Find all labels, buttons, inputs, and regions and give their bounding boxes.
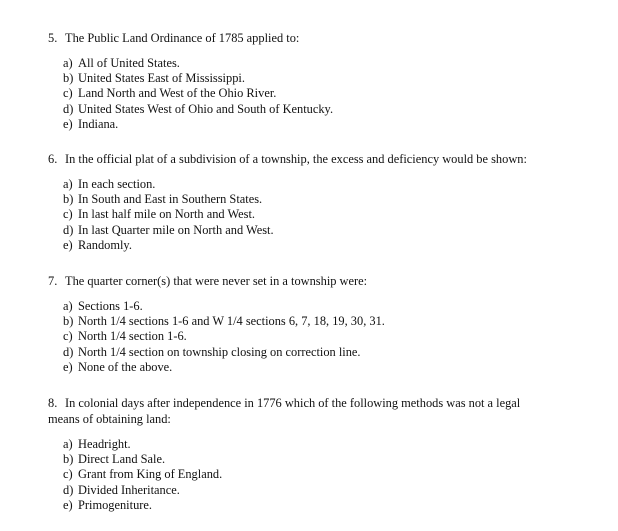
- option-text: Randomly.: [78, 237, 132, 252]
- option-e: [63, 117, 588, 132]
- question-number: 5.: [48, 31, 58, 45]
- option-d: [63, 483, 588, 498]
- option-e: [63, 498, 588, 513]
- option-letter: a): [63, 177, 73, 191]
- option-a: [63, 299, 588, 314]
- option-d: [63, 345, 588, 360]
- option-letter: d): [63, 344, 74, 359]
- option-text: United States West of Ohio and South of Kentucky.: [78, 101, 334, 116]
- answer-options: [48, 437, 588, 513]
- option-text: In last half mile on North and West.: [78, 207, 256, 222]
- option-text: North 1/4 section on township closing on correction line.: [78, 344, 361, 359]
- option-letter: b): [63, 71, 74, 86]
- option-b: [63, 314, 588, 329]
- option-c: [63, 329, 588, 344]
- option-text: Headright.: [78, 437, 131, 451]
- option-text: Divided Inheritance.: [78, 482, 180, 497]
- question-stem: [48, 151, 588, 167]
- option-c: [63, 207, 588, 222]
- question-number: 8.: [48, 396, 58, 410]
- option-b: [63, 452, 588, 467]
- option-letter: a): [63, 299, 73, 313]
- option-text: Direct Land Sale.: [78, 452, 166, 467]
- option-a: [63, 437, 588, 452]
- question-text: The quarter corner(s) that were never set in a township were:: [65, 274, 368, 288]
- option-text: Land North and West of the Ohio River.: [78, 86, 277, 101]
- option-a: [63, 177, 588, 192]
- question-stem: [48, 395, 588, 411]
- option-text: In last Quarter mile on North and West.: [78, 222, 274, 237]
- option-d: [63, 102, 588, 117]
- question-text: In colonial days after independence in 1776 which of the following methods was not a legal: [65, 396, 521, 410]
- question-stem: [48, 30, 588, 46]
- option-letter: e): [63, 116, 73, 131]
- option-letter: c): [63, 329, 73, 344]
- question-text: In the official plat of a subdivision of a township, the excess and deficiency would be shown:: [65, 152, 527, 166]
- option-letter: a): [63, 56, 73, 70]
- option-text: North 1/4 section 1-6.: [78, 329, 187, 344]
- option-text: North 1/4 sections 1-6 and W 1/4 sections 6, 7, 18, 19, 30, 31.: [78, 314, 385, 329]
- option-text: United States East of Mississippi.: [78, 71, 245, 86]
- option-letter: e): [63, 497, 73, 512]
- question-6: [48, 151, 588, 253]
- option-e: [63, 360, 588, 375]
- question-number: 6.: [48, 152, 58, 166]
- question-text: The Public Land Ordinance of 1785 applied to:: [65, 31, 300, 45]
- option-letter: b): [63, 192, 74, 207]
- option-text: Sections 1-6.: [78, 299, 143, 313]
- question-8: [48, 395, 588, 513]
- option-a: [63, 56, 588, 71]
- option-text: None of the above.: [78, 359, 173, 374]
- answer-options: [48, 299, 588, 375]
- option-letter: d): [63, 101, 74, 116]
- option-letter: d): [63, 222, 74, 237]
- option-text: Primogeniture.: [78, 497, 152, 512]
- question-stem: [48, 273, 588, 289]
- option-letter: b): [63, 452, 74, 467]
- option-text: All of United States.: [78, 56, 180, 70]
- option-letter: c): [63, 207, 73, 222]
- option-e: [63, 238, 588, 253]
- question-7: [48, 273, 588, 375]
- option-d: [63, 223, 588, 238]
- option-letter: d): [63, 482, 74, 497]
- option-letter: b): [63, 314, 74, 329]
- option-b: [63, 192, 588, 207]
- option-text: Indiana.: [78, 116, 119, 131]
- option-c: [63, 467, 588, 482]
- option-text: In each section.: [78, 177, 156, 191]
- answer-options: [48, 177, 588, 253]
- option-letter: e): [63, 359, 73, 374]
- question-number: 7.: [48, 274, 58, 288]
- option-text: In South and East in Southern States.: [78, 192, 263, 207]
- option-letter: a): [63, 437, 73, 451]
- option-letter: e): [63, 237, 73, 252]
- answer-options: [48, 56, 588, 132]
- option-c: [63, 86, 588, 101]
- option-letter: c): [63, 86, 73, 101]
- option-text: Grant from King of England.: [78, 467, 223, 482]
- option-letter: c): [63, 467, 73, 482]
- question-text-continued: means of obtaining land:: [48, 412, 171, 426]
- option-b: [63, 71, 588, 86]
- question-5: [48, 30, 588, 132]
